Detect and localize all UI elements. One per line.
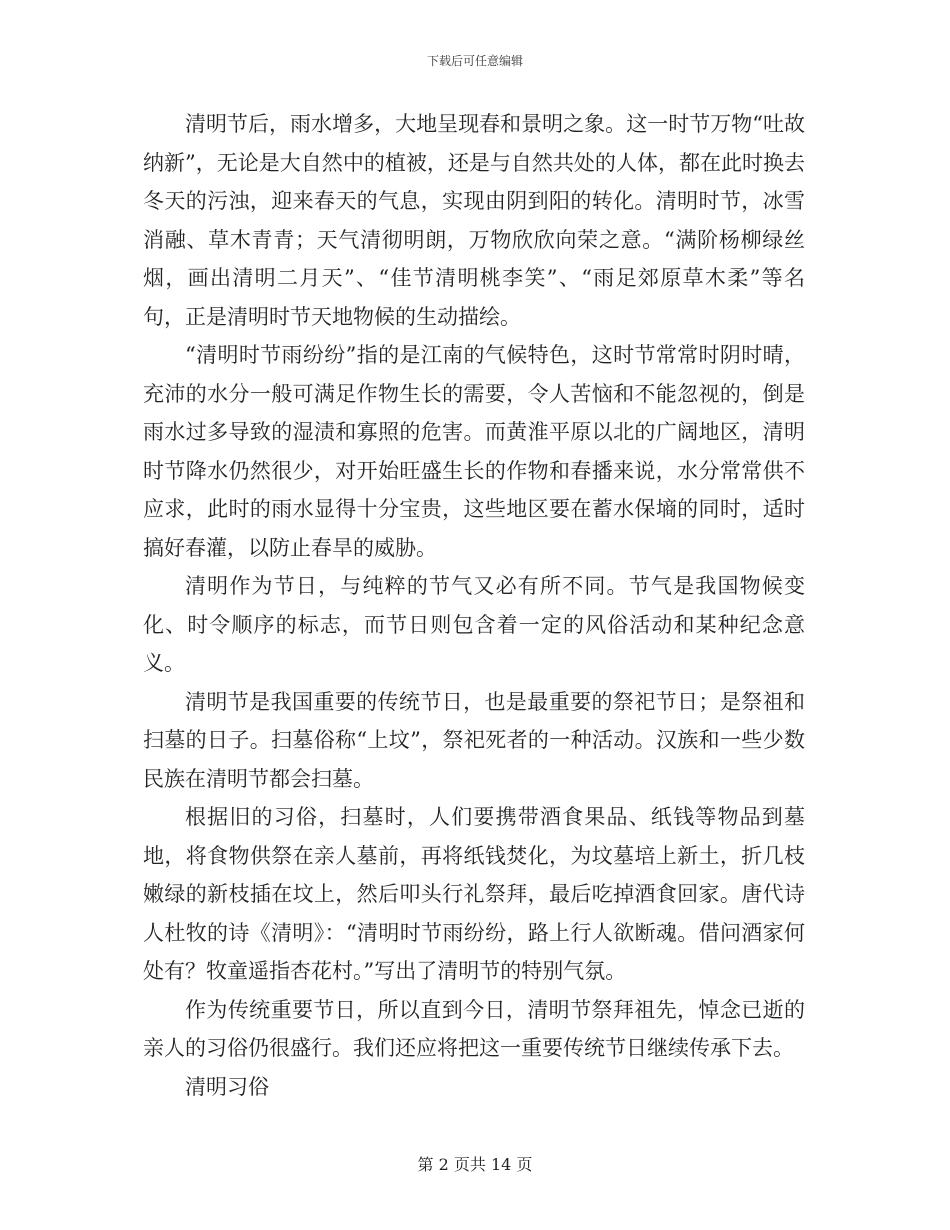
section-heading: 清明习俗	[185, 1074, 269, 1099]
paragraph-6: 作为传统重要节日，所以直到今日，清明节祭拜祖先，悼念已逝的亲人的习俗仍很盛行。我们还应将把这一重要传统节日继续传承下去。	[143, 997, 805, 1060]
paragraph-5: 根据旧的习俗，扫墓时，人们要携带酒食果品、纸钱等物品到墓地，将食物供祭在亲人墓前，再将纸钱焚化，为坟墓培上新土，折几枝嫩绿的新枝插在坟上，然后叩头行礼祭拜，最后吃掉酒食回家。唐代诗人杜牧的诗《清明》：“清明时节雨纷纷，路上行人欲断魂。借问酒家何处有？牧童遥指杏花村。”写出了清明节的特别气氛。	[143, 805, 805, 983]
document-body	[143, 105, 805, 1106]
paragraph-4: 清明节是我国重要的传统节日，也是最重要的祭祀节日；是祭祖和扫墓的日子。扫墓俗称“上坟”，祭祀死者的一种活动。汉族和一些少数民族在清明节都会扫墓。	[143, 689, 805, 791]
page-header: 下载后可任意编辑	[426, 54, 523, 68]
paragraph-2: “清明时节雨纷纷”指的是江南的气候特色，这时节常常时阴时晴，充沛的水分一般可满足作物生长的需要，令人苦恼和不能忽视的，倒是雨水过多导致的湿渍和寡照的危害。而黄淮平原以北的广阔地区，清明时节降水仍然很少，对开始旺盛生长的作物和春播来说，水分常常供不应求，此时的雨水显得十分宝贵，这些地区要在蓄水保墒的同时，适时搞好春灌，以防止春旱的威胁。	[143, 343, 805, 560]
paragraph-3: 清明作为节日，与纯粹的节气又必有所不同。节气是我国物候变化、时令顺序的标志，而节日则包含着一定的风俗活动和某种纪念意义。	[143, 574, 805, 675]
paragraph-1: 清明节后，雨水增多，大地呈现春和景明之象。这一时节万物“吐故纳新”，无论是大自然中的植被，还是与自然共处的人体，都在此时换去冬天的污浊，迎来春天的气息，实现由阴到阳的转化。清明时节，冰雪消融、草木青青；天气清彻明朗，万物欣欣向荣之意。“满阶杨柳绿丝烟，画出清明二月天”、“佳节清明桃李笑”、“雨足郊原草木柔”等名句，正是清明时节天地物候的生动描绘。	[143, 112, 805, 329]
page-number: 第 2 页共 14 页	[417, 1155, 533, 1174]
